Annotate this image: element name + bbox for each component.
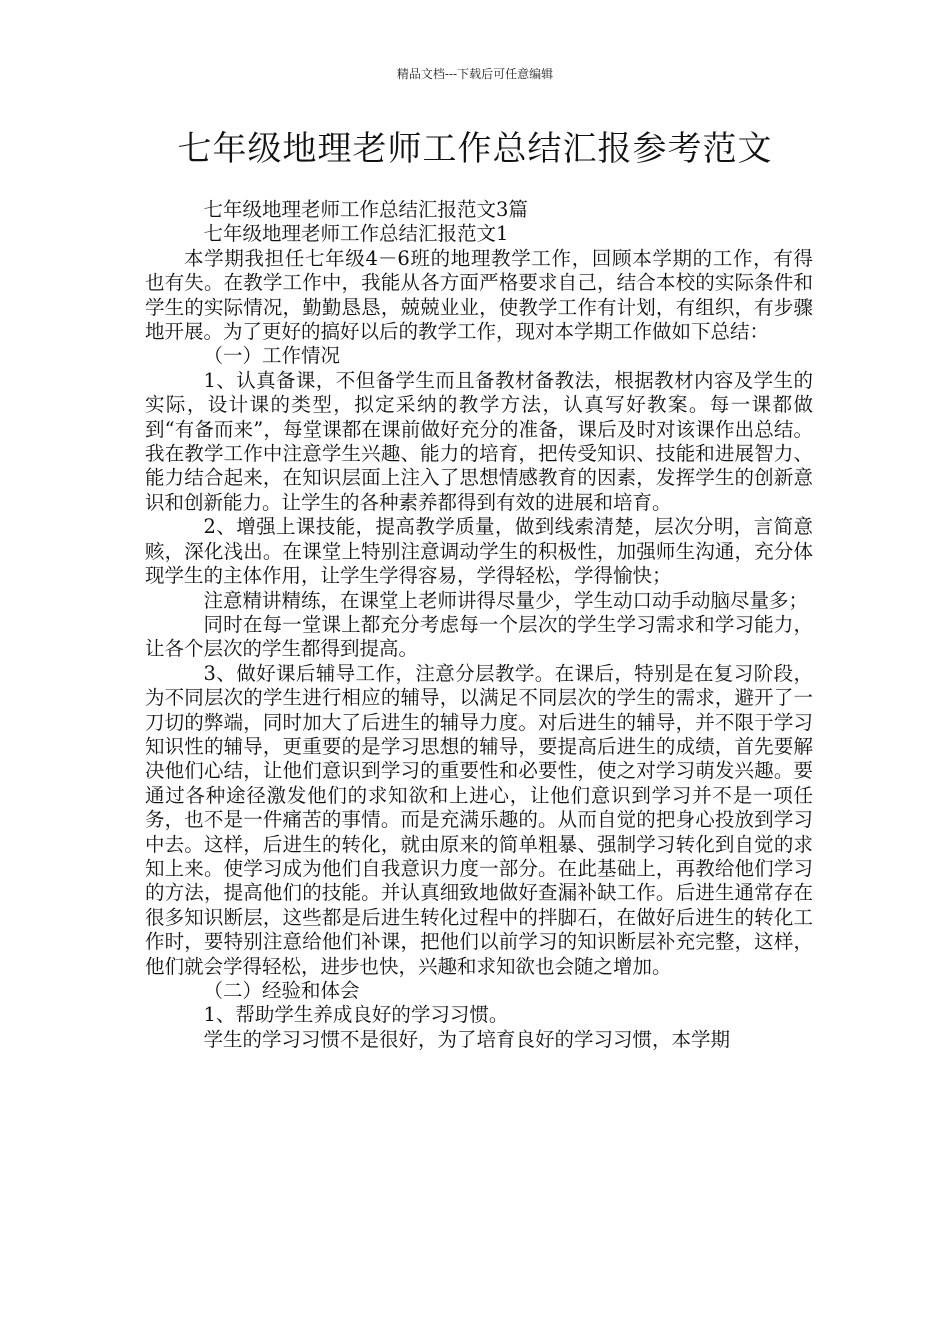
body-text (145, 198, 813, 1052)
paragraph: （二）经验和体会 (203, 979, 360, 1002)
paragraph: 3、做好课后辅导工作，注意分层教学。在课后，特别是在复习阶段，为不同层次的学生进行相应的辅导，以满足不同层次的学生的需求，避开了一刀切的弊端，同时加大了后进生的辅导力度。对后进生的辅导，并不限于学习知识性的辅导，更重要的是学习思想的辅导，要提高后进生的成绩，首先要解决他们心结，让他们意识到学习的重要性和必要性，使之对学习萌发兴趣。要通过各种途径激发他们的求知欲和上进心，让他们意识到学习并不是一项任务，也不是一件痛苦的事情。而是充满乐趣的。从而自觉的把身心投放到学习中去。这样，后进生的转化，就由原来的简单粗暴、强制学习转化到自觉的求知上来。使学习成为他们自我意识力度一部分。在此基础上，再教给他们学习的方法，提高他们的技能。并认真细致地做好查漏补缺工作。后进生通常存在很多知识断层，这些都是后进生转化过程中的拌脚石，在做好后进生的转化工作时，要特别注意给他们补课，把他们以前学习的知识断层补充完整，这样，他们就会学得轻松，进步也快，兴趣和求知欲也会随之增加。 (145, 661, 813, 978)
paragraph: （一）工作情况 (203, 344, 341, 368)
paragraph: 学生的学习习惯不是很好，为了培育良好的学习习惯，本学期 (203, 1027, 731, 1051)
paragraph: 七年级地理老师工作总结汇报范文1 (203, 222, 509, 246)
page-title: 七年级地理老师工作总结汇报参考范文 (177, 129, 773, 169)
paragraph: 1、帮助学生养成良好的学习习惯。 (203, 1003, 509, 1027)
paragraph: 本学期我担任七年级4－6班的地理教学工作，回顾本学期的工作，有得也有失。在教学工作中，我能从各方面严格要求自己，结合本校的实际条件和学生的实际情况，勤勤恳恳，兢兢业业，使教学工作有计划，有组织，有步骤地开展。为了更好的搞好以后的教学工作，现对本学期工作做如下总结： (145, 246, 813, 344)
paragraph: 同时在每一堂课上都充分考虑每一个层次的学生学习需求和学习能力，让各个层次的学生都得到提高。 (145, 612, 813, 661)
paragraph: 注意精讲精练，在课堂上老师讲得尽量少，学生动口动手动脑尽量多； (203, 588, 809, 612)
paragraph: 七年级地理老师工作总结汇报范文3篇 (203, 198, 528, 221)
paragraph: 2、增强上课技能，提高教学质量，做到线索清楚，层次分明，言简意赅，深化浅出。在课堂上特别注意调动学生的积极性，加强师生沟通，充分体现学生的主体作用，让学生学得容易，学得轻松，学得愉快； (145, 515, 813, 588)
header-note: 精品文档---下载后可任意编辑 (396, 67, 554, 81)
paragraph: 1、认真备课，不但备学生而且备教材备教法，根据教材内容及学生的实际，设计课的类型，拟定采纳的教学方法，认真写好教案。每一课都做到“有备而来”，每堂课都在课前做好充分的准备，课后及时对该课作出总结。我在教学工作中注意学生兴趣、能力的培育，把传受知识、技能和进展智力、能力结合起来，在知识层面上注入了思想情感教育的因素，发挥学生的创新意识和创新能力。让学生的各种素养都得到有效的进展和培育。 (145, 368, 813, 514)
